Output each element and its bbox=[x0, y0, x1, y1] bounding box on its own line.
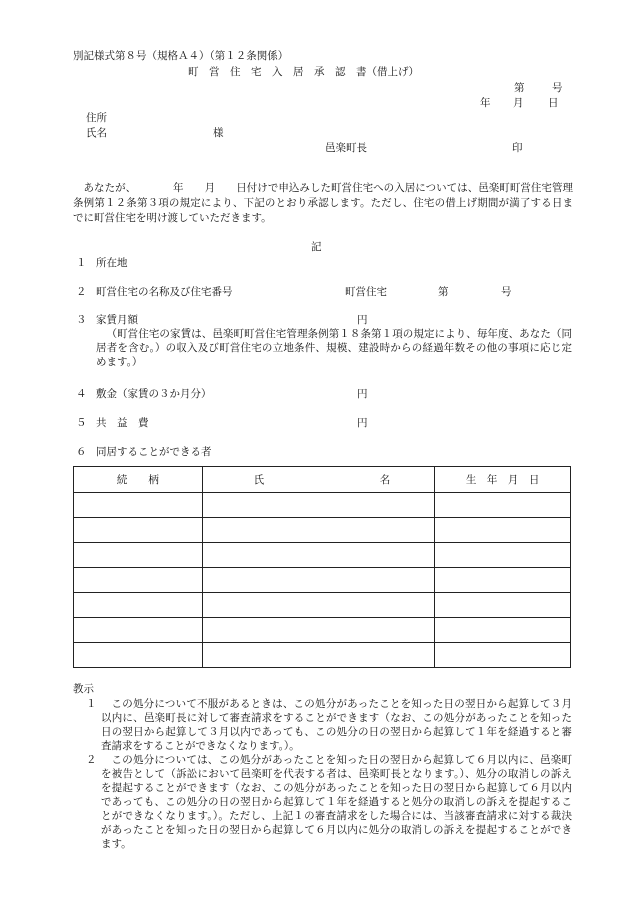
housing-dai: 第 bbox=[438, 286, 449, 298]
item-2-label: 町営住宅の名称及び住宅番号 bbox=[96, 286, 233, 298]
cell-relation bbox=[74, 593, 203, 618]
cell-birthdate bbox=[435, 543, 571, 568]
document-title: 町 営 住 宅 入 居 承 認 書（借上げ） bbox=[188, 66, 419, 78]
seal-mark: 印 bbox=[512, 142, 523, 154]
housing-go: 号 bbox=[501, 286, 512, 298]
cell-name bbox=[202, 618, 434, 643]
table-row bbox=[74, 618, 571, 643]
ki-mark: 記 bbox=[311, 241, 322, 253]
cohabitant-table bbox=[73, 466, 571, 668]
number-dai: 第 bbox=[514, 82, 525, 94]
number-go: 号 bbox=[552, 82, 563, 94]
table-header-row bbox=[74, 467, 571, 493]
cell-relation bbox=[74, 618, 203, 643]
rent-unit: 円 bbox=[357, 314, 368, 326]
housing-name: 町営住宅 bbox=[345, 286, 387, 298]
item-3-label: 家賃月額 bbox=[96, 314, 138, 326]
cell-relation bbox=[74, 518, 203, 543]
rent-note: （町営住宅の家賃は、邑楽町町営住宅管理条例第１８条第１項の規定により、毎年度、あなた（同居者を含む。）の収入及び町営住宅の立地条件、規模、建設時からの経過年数その他の事項に応じ定めます。） bbox=[96, 328, 572, 368]
table-row bbox=[74, 643, 571, 668]
item-4-label: 敷金（家賃の３か月分） bbox=[96, 388, 212, 400]
form-id: 別記様式第８号（規格Ａ４）（第１２条関係） bbox=[73, 50, 289, 62]
notice-item bbox=[86, 697, 572, 753]
cell-name bbox=[202, 568, 434, 593]
deposit-unit: 円 bbox=[357, 388, 368, 400]
table-row bbox=[74, 518, 571, 543]
item-6-num: ６ bbox=[76, 446, 87, 458]
address-label: 住所 bbox=[86, 112, 107, 124]
notice-item-num: １ bbox=[86, 698, 97, 710]
cell-name bbox=[202, 543, 434, 568]
honorific: 様 bbox=[213, 127, 224, 139]
notice-item bbox=[86, 753, 572, 851]
header-name-mei: 名 bbox=[379, 474, 391, 486]
cell-relation bbox=[74, 493, 203, 518]
date-month: 月 bbox=[513, 97, 524, 109]
table-row bbox=[74, 543, 571, 568]
cell-relation bbox=[74, 643, 203, 668]
header-relation: 続 柄 bbox=[74, 467, 203, 493]
cell-birthdate bbox=[435, 518, 571, 543]
name-label: 氏名 bbox=[86, 127, 107, 139]
cell-name bbox=[202, 518, 434, 543]
cell-name bbox=[202, 593, 434, 618]
cell-birthdate bbox=[435, 618, 571, 643]
notice-item-text: この処分については、この処分があったことを知った日の翌日から起算して６月以内に、邑楽町を被告として（訴訟において邑楽町を代表する者は、邑楽町長となります。）、処分の取消しの訴えを提起することができます（なお、この処分があったことを知った日の翌日から起算して６月以内であっても、この処分の日の翌日から起算して１年を経過すると処分の取消しの訴えを提起することができなくなります。）。ただし、上記１の審査請求をした場合には、当該審査請求に対する裁決があったことを知った日の翌日から起算して６月以内に処分の取消しの訴えを提起することができます。 bbox=[101, 754, 572, 850]
item-2-num: ２ bbox=[76, 286, 87, 298]
cell-birthdate bbox=[435, 568, 571, 593]
header-name bbox=[202, 467, 434, 493]
item-6-label: 同居することができる者 bbox=[96, 446, 212, 458]
table-row bbox=[74, 568, 571, 593]
notice-item-num: ２ bbox=[86, 754, 97, 766]
cell-name bbox=[202, 643, 434, 668]
table-row bbox=[74, 593, 571, 618]
notice-title: 教示 bbox=[73, 683, 94, 695]
cell-birthdate bbox=[435, 643, 571, 668]
item-5-label: 共 益 費 bbox=[96, 417, 149, 429]
item-1-num: １ bbox=[76, 257, 87, 269]
header-birthdate: 生 年 月 日 bbox=[435, 467, 571, 493]
cell-relation bbox=[74, 543, 203, 568]
issuer-name: 邑楽町長 bbox=[325, 142, 367, 154]
item-5-num: ５ bbox=[76, 417, 87, 429]
item-1-label: 所在地 bbox=[96, 257, 128, 269]
item-3-num: ３ bbox=[76, 314, 87, 326]
cell-relation bbox=[74, 568, 203, 593]
date-day: 日 bbox=[548, 97, 559, 109]
item-4-num: ４ bbox=[76, 388, 87, 400]
common-fee-unit: 円 bbox=[357, 417, 368, 429]
header-name-shi: 氏 bbox=[253, 474, 265, 486]
cell-name bbox=[202, 493, 434, 518]
notice-item-text: この処分について不服があるときは、この処分があったことを知った日の翌日から起算して３月以内に、邑楽町長に対して審査請求をすることができます（なお、この処分があったことを知った日の翌日から起算して３月以内であっても、この処分の日の翌日から起算して１年を経過すると審査請求をすることができなくなります。）。 bbox=[101, 698, 572, 752]
cell-birthdate bbox=[435, 593, 571, 618]
body-text: あなたが、 年 月 日付けで申込みした町営住宅への入居については、邑楽町町営住宅管理条例第１２条第３項の規定により、下記のとおり承認します。ただし、住宅の借上げ期間が満了する日までに町営住宅を明け渡していただきます。 bbox=[73, 182, 573, 224]
table-row bbox=[74, 493, 571, 518]
date-year: 年 bbox=[480, 97, 491, 109]
cell-birthdate bbox=[435, 493, 571, 518]
